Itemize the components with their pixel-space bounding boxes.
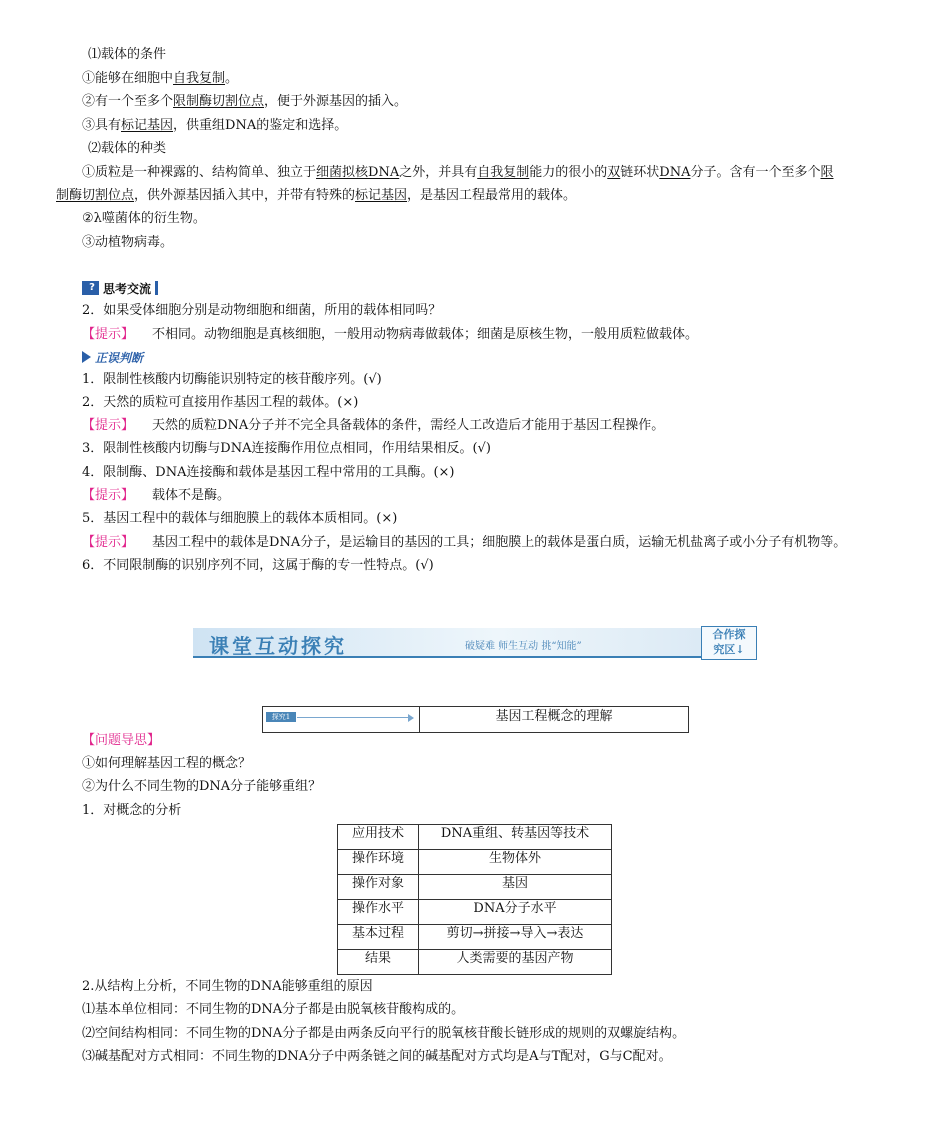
judge-item: 1．限制性核酸内切酶能识别特定的核苷酸序列。(√) (82, 372, 382, 387)
carrier-type-title: ⑵载体的种类 (88, 141, 167, 156)
guide-question-2: ②为什么不同生物的DNA分子能够重组？ (82, 779, 322, 794)
plasmid-line-1: ①质粒是一种裸露的、结构简单、独立于细菌拟核DNA之外，并具有自我复制能力的很小的双链环状DNA分子。含有一个至多个限 (82, 165, 834, 180)
topic-arrow-line (297, 717, 409, 718)
table-key: 应用技术 (338, 825, 419, 850)
plasmid-line-2: 制酶切割位点，供外源基因插入其中，并带有特殊的标记基因，是基因工程最常用的载体。 (56, 188, 577, 203)
banner-side-line: 合作探 (712, 628, 746, 641)
banner-side-tag (701, 626, 757, 660)
table-key: 操作水平 (338, 900, 419, 925)
judge-item: 3．限制性核酸内切酶与DNA连接酶作用位点相同，作用结果相反。(√) (82, 441, 491, 456)
topic-tag-cell (263, 707, 420, 732)
table-row (338, 875, 612, 900)
table-key: 结果 (338, 950, 419, 975)
table-key: 基本过程 (338, 925, 419, 950)
section-banner (193, 624, 757, 660)
topic-box (262, 706, 689, 733)
judge-tip: 【提示】 基因工程中的载体是DNA分子，是运输目的基因的工具；细胞膜上的载体是蛋白质，运输无机盐离子或小分子有机物等。 (82, 535, 847, 550)
table-row (338, 825, 612, 850)
concept-table (337, 824, 612, 975)
think-header-label: 思考交流 (103, 281, 152, 296)
carrier-type-3: ③动植物病毒。 (82, 235, 174, 250)
judge-item: 5．基因工程中的载体与细胞膜上的载体本质相同。(×) (82, 511, 398, 526)
judge-item: 4．限制酶、DNA连接酶和载体是基因工程中常用的工具酶。(×) (82, 465, 455, 480)
banner-slogan: 破疑难 师生互动 挑“知能” (465, 641, 582, 652)
guide-label: 【问题导思】 (82, 733, 161, 748)
judge-tip: 【提示】 天然的质粒DNA分子并不完全具备载体的条件，需经人工改造后才能用于基因工程操作。 (82, 418, 665, 433)
topic-tag: 探究1 (266, 712, 296, 722)
table-row (338, 925, 612, 950)
think-question: 2．如果受体细胞分别是动物细胞和细菌，所用的载体相同吗？ (82, 303, 442, 318)
section-2-title: 2.从结构上分析，不同生物的DNA能够重组的原因 (82, 979, 373, 994)
judge-item: 2．天然的质粒可直接用作基因工程的载体。(×) (82, 395, 359, 410)
condition-3: ③具有标记基因，供重组DNA的鉴定和选择。 (82, 118, 348, 133)
table-value: 基因 (419, 875, 612, 900)
analysis-point-2: ⑵空间结构相同：不同生物的DNA分子都是由两条反向平行的脱氧核苷酸长链形成的规则的双螺旋结构。 (82, 1026, 686, 1041)
table-key: 操作环境 (338, 850, 419, 875)
banner-title: 课堂互动探究 (209, 634, 347, 658)
guide-question-1: ①如何理解基因工程的概念？ (82, 756, 252, 771)
table-key: 操作对象 (338, 875, 419, 900)
carrier-type-2: ②λ噬菌体的衍生物。 (82, 211, 206, 226)
judge-header (82, 349, 143, 365)
question-icon: ? (82, 281, 99, 295)
table-row (338, 900, 612, 925)
table-row (338, 950, 612, 975)
table-value: 剪切→拼接→导入→表达 (419, 925, 612, 950)
table-value: 生物体外 (419, 850, 612, 875)
triangle-icon (82, 351, 91, 363)
header-end-icon (155, 281, 158, 295)
think-tip: 【提示】 不相同。动物细胞是真核细胞，一般用动物病毒做载体；细菌是原核生物，一般用质粒做载体。 (82, 327, 699, 342)
condition-1: ①能够在细胞中自我复制。 (82, 71, 239, 86)
table-value: DNA重组、转基因等技术 (419, 825, 612, 850)
section-1-title: 1．对概念的分析 (82, 803, 182, 818)
judge-item: 6．不同限制酶的识别序列不同，这属于酶的专一性特点。(√) (82, 558, 434, 573)
banner-side-line: 究区↓ (713, 643, 745, 656)
arrow-right-icon (408, 714, 414, 722)
table-value: 人类需要的基因产物 (419, 950, 612, 975)
think-header (82, 280, 158, 296)
analysis-point-1: ⑴基本单位相同：不同生物的DNA分子都是由脱氧核苷酸构成的。 (82, 1002, 465, 1017)
condition-2: ②有一个至多个限制酶切割位点，便于外源基因的插入。 (82, 94, 408, 109)
carrier-condition-title: ⑴载体的条件 (88, 47, 167, 62)
judge-tip: 【提示】 载体不是酶。 (82, 488, 231, 503)
table-value: DNA分子水平 (419, 900, 612, 925)
topic-title: 基因工程概念的理解 (495, 709, 613, 724)
judge-header-label: 正误判断 (95, 350, 144, 365)
analysis-point-3: ⑶碱基配对方式相同：不同生物的DNA分子中两条链之间的碱基配对方式均是A与T配对，G与C配对。 (82, 1049, 672, 1064)
table-row (338, 850, 612, 875)
